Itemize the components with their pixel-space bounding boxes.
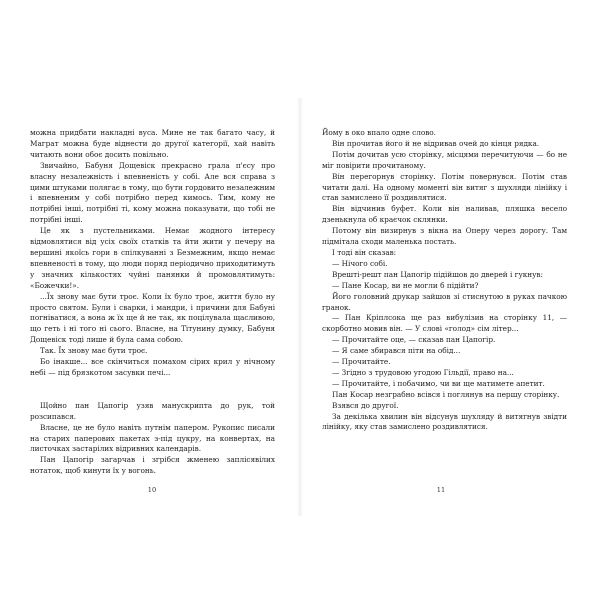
left-page-text-top: [30, 128, 275, 379]
paragraph: — Згідно з трудовою угодою Гільдії, право на...: [332, 367, 514, 377]
paragraph: Взявся до другої.: [332, 400, 399, 410]
paragraph: Він відчинив буфет. Коли він наливав, пляшка весело дзенькнула об краєчок склянки.: [322, 204, 567, 225]
paragraph: Так. Їх знову має бути троє.: [40, 346, 148, 356]
paragraph: — Прочитайте.: [332, 357, 391, 367]
paragraph: — Прочитайте оце, — сказав пан Цапогір.: [332, 335, 496, 345]
book-gutter: [297, 98, 303, 516]
paragraph: ...Їх знову має бути троє. Коли їх було троє, життя було ну просто святом. Були і сварки, і мандри, і причини для Бабуні погніватися, а вона ж їх ще й не так, як поцілувала щасливою, що геть і ні того ні сього. Власне, на Тітунину думку, Бабуня Дощевіск тоді лише й була сама собою.: [30, 291, 275, 345]
paragraph: — Прочитайте, і побачимо, чи ви ще матимете апетит.: [332, 378, 545, 388]
paragraph: За декілька хвилин він відсунув шухляду й витягнув звідти лінійку, яку став замислено роздивлятися.: [322, 411, 567, 432]
section-break: [30, 379, 275, 401]
paragraph: — Нічого собі.: [332, 258, 388, 268]
paragraph: Пан Цапогір загарчав і згрібся жменею заплісявілих нотаток, щоб кинути їх у вогонь.: [30, 455, 275, 476]
paragraph: Щойно пан Цапогір узяв манускрипта до рук, той розсипався.: [30, 400, 275, 421]
paragraph: Йому в око впало одне слово.: [322, 128, 436, 137]
paragraph: Врешті-решт пан Цапогір підійшов до дверей і гукнув:: [332, 269, 543, 279]
left-page: [30, 128, 275, 477]
left-page-number: 10: [147, 486, 157, 494]
paragraph: — Я саме збирався піти на обід...: [332, 346, 461, 356]
right-page-text: [322, 128, 567, 433]
paragraph: можна придбати накладні вуса. Мине не так багато часу, й Маграт можна буде віднести до другої категорії, хай навіть читають вони обоє досить повільно.: [30, 128, 275, 159]
paragraph: Пан Косар незграбно всівся і поглянув на першу сторінку.: [332, 389, 560, 399]
right-page-number: 11: [436, 486, 446, 494]
paragraph: І тоді він сказав:: [332, 247, 397, 257]
paragraph: Потім дочитав усю сторінку, місцями перечитуючи — бо не міг повірити прочитаному.: [322, 149, 567, 170]
left-page-text-bottom: [30, 401, 275, 477]
paragraph: — Пане Косар, ви не могли б підійти?: [332, 280, 479, 290]
paragraph: Він перегорнув сторінку. Потім повернувся. Потім став читати далі. На одному моменті він витяг з шухляди лінійку і став замислено її роздивлятися.: [322, 171, 567, 203]
paragraph: — Пан Кріплсока ще раз вибулізив на сторінку 11, — скорботно мовив він. — У слові «голод» сім літер...: [322, 313, 567, 334]
paragraph: Це як з пустельниками. Немає жодного інтересу відмовлятися від усіх своїх статків та йти жити у печеру на вершині якоїсь гори в спілкуванні з Безмежним, якщо немає впевненості в тому, що люди поряд періодично приходитимуть у значних кількостях чуйні панянки й промовлятимуть: «Божечки!».: [30, 226, 275, 290]
paragraph: Потому він визирнув з вікна на Оперу через дорогу. Там підмітала сходи маленька постать.: [322, 226, 567, 247]
right-page: [322, 128, 567, 433]
paragraph: Він прочитав його й не відривав очей до кінця рядка.: [332, 138, 540, 148]
paragraph: Звичайно, Бабуня Дощевіск прекрасно грала п'єсу про власну незалежність і впевненість у собі. Але вся справа з цими штуками полягає в тому, що бути гордовито незалежним і впевненим у собі потрібно перед кимось. Тим, кому не потрібні інші, потрібні ті, кому можна показувати, що тобі не потрібні інші.: [30, 160, 275, 225]
paragraph: Власне, це не було навіть путнім папером. Рукопис писали на старих паперових пакетах з-під цукру, на конвертах, на листочках застарілих відривних календарів.: [30, 422, 275, 454]
paragraph: Бо інакше... все скінчиться помахом сірих крил у нічному небі — під брязкотом засувки печі...: [30, 357, 275, 377]
paragraph: Його головний друкар зайшов зі стиснутою в руках пачкою гранок.: [322, 291, 567, 312]
